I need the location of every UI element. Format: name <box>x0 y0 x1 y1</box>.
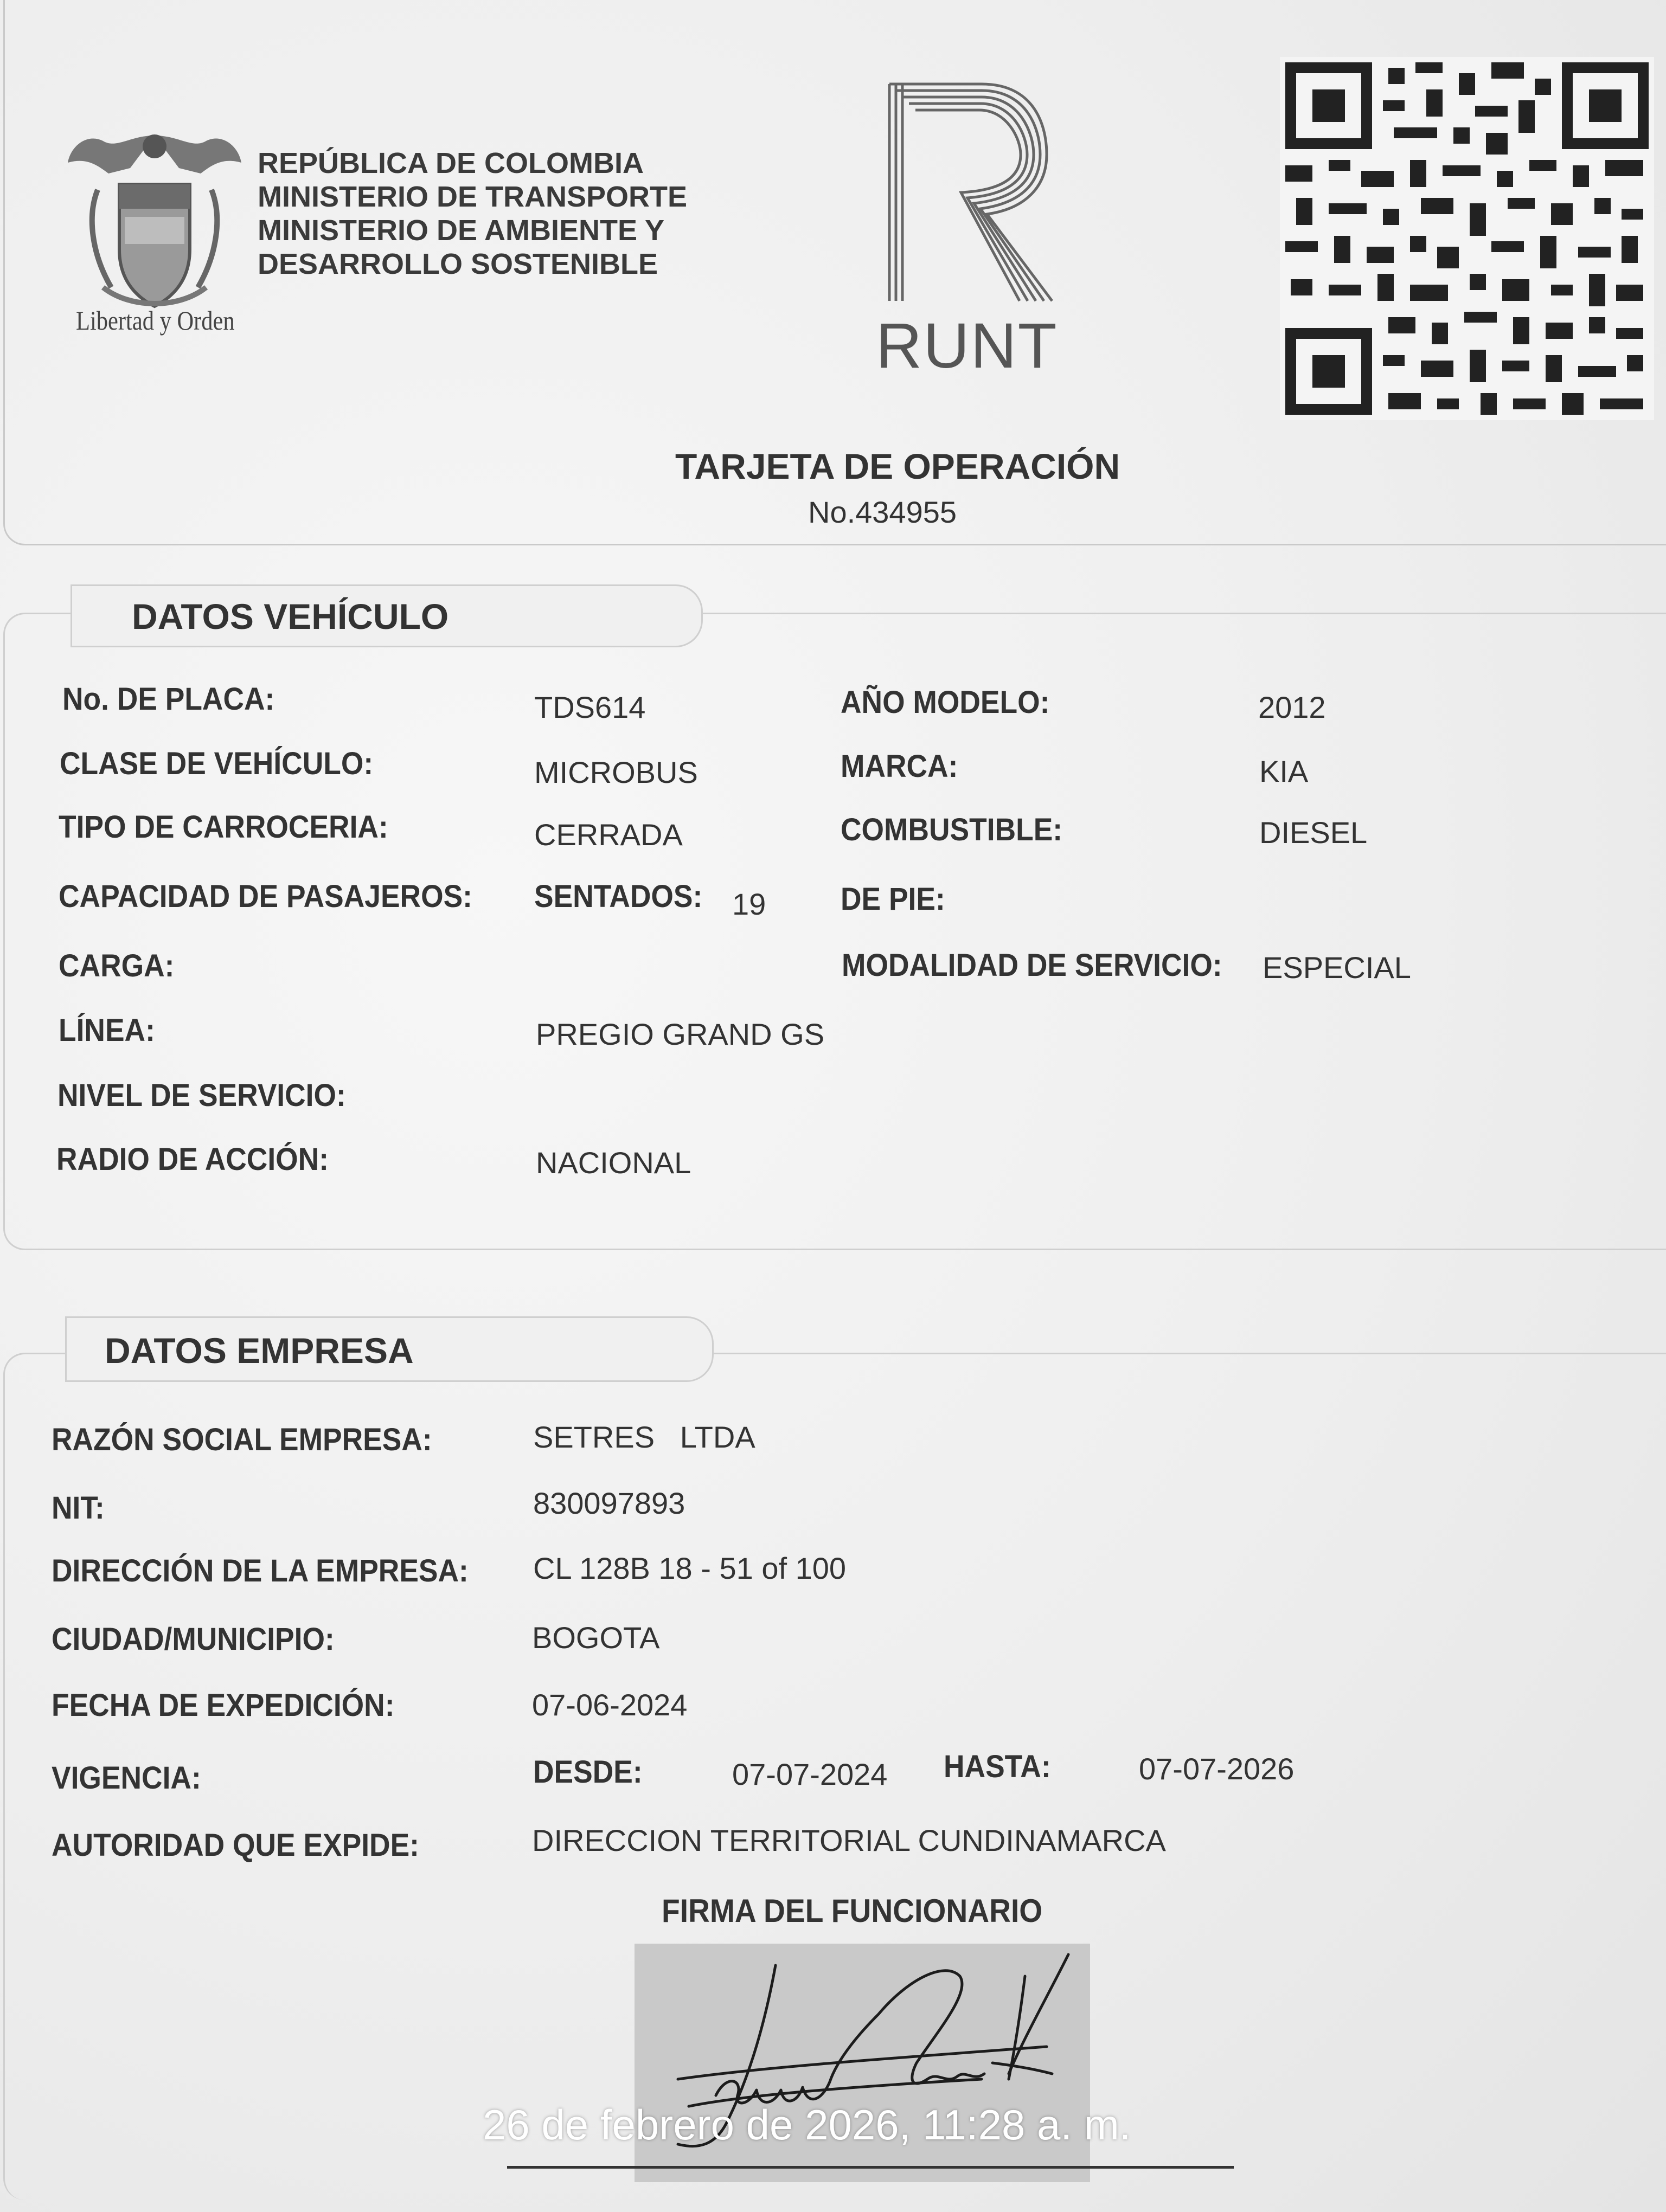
combustible-label: COMBUSTIBLE: <box>841 812 1063 847</box>
document-title: TARJETA DE OPERACIÓN <box>675 446 1120 486</box>
anio-modelo-value: 2012 <box>1258 690 1326 724</box>
desde-label: DESDE: <box>533 1754 643 1790</box>
desde-value: 07-07-2024 <box>732 1757 888 1791</box>
modalidad-servicio-label: MODALIDAD DE SERVICIO: <box>842 948 1222 983</box>
ciudad-label: CIUDAD/MUNICIPIO: <box>52 1622 335 1657</box>
runt-logo-text: RUNT <box>876 310 1058 382</box>
signature-label: FIRMA DEL FUNCIONARIO <box>662 1893 1043 1929</box>
linea-label: LÍNEA: <box>59 1013 155 1048</box>
colombia-coat-of-arms-icon <box>65 125 244 331</box>
anio-modelo-label: AÑO MODELO: <box>841 685 1050 720</box>
carga-label: CARGA: <box>59 948 175 983</box>
direccion-label: DIRECCIÓN DE LA EMPRESA: <box>52 1553 469 1589</box>
gov-line-2: MINISTERIO DE TRANSPORTE <box>258 181 688 213</box>
carroceria-value: CERRADA <box>534 818 683 852</box>
radio-accion-value: NACIONAL <box>536 1146 691 1180</box>
razon-social-label: RAZÓN SOCIAL EMPRESA: <box>52 1422 432 1457</box>
fecha-expedicion-label: FECHA DE EXPEDICIÓN: <box>52 1688 395 1723</box>
crest-motto: Libertad y Orden <box>76 305 235 336</box>
marca-label: MARCA: <box>841 749 958 784</box>
qr-code-icon <box>1280 57 1654 420</box>
vehicle-section-title: DATOS VEHÍCULO <box>132 596 449 636</box>
runt-r-logo-icon <box>884 79 1063 306</box>
ciudad-value: BOGOTA <box>532 1621 660 1655</box>
gov-line-4: DESARROLLO SOSTENIBLE <box>258 248 658 280</box>
direccion-value: CL 128B 18 - 51 of 100 <box>533 1551 847 1585</box>
combustible-value: DIESEL <box>1259 815 1368 850</box>
sentados-value: 19 <box>732 887 766 921</box>
carroceria-label: TIPO DE CARROCERIA: <box>59 809 388 845</box>
linea-value: PREGIO GRAND GS <box>536 1017 825 1051</box>
nivel-servicio-label: NIVEL DE SERVICIO: <box>57 1078 346 1113</box>
de-pie-label: DE PIE: <box>841 882 945 917</box>
clase-vehiculo-value: MICROBUS <box>534 755 698 789</box>
autoridad-expide-value: DIRECCION TERRITORIAL CUNDINAMARCA <box>532 1823 1166 1857</box>
photo-timestamp-overlay: 26 de febrero de 2026, 11:28 a. m. <box>483 2101 1131 2149</box>
hasta-value: 07-07-2026 <box>1139 1752 1295 1786</box>
company-section-title: DATOS EMPRESA <box>105 1330 414 1371</box>
hasta-label: HASTA: <box>944 1749 1051 1784</box>
autoridad-expide-label: AUTORIDAD QUE EXPIDE: <box>52 1828 419 1863</box>
signature-line <box>507 2166 1234 2169</box>
vehicle-section-tab <box>71 584 703 647</box>
gov-line-1: REPÚBLICA DE COLOMBIA <box>258 147 644 179</box>
government-issuer-lines <box>258 146 687 281</box>
company-section-tab <box>65 1316 714 1382</box>
placa-value: TDS614 <box>534 690 646 724</box>
radio-accion-label: RADIO DE ACCIÓN: <box>56 1142 329 1177</box>
nit-value: 830097893 <box>533 1486 685 1520</box>
vigencia-label: VIGENCIA: <box>52 1760 201 1796</box>
fecha-expedicion-value: 07-06-2024 <box>532 1688 688 1722</box>
document-number: No.434955 <box>808 495 957 529</box>
modalidad-servicio-value: ESPECIAL <box>1263 950 1411 985</box>
clase-vehiculo-label: CLASE DE VEHÍCULO: <box>60 746 374 781</box>
capacidad-pasajeros-label: CAPACIDAD DE PASAJEROS: <box>59 879 472 914</box>
placa-label: No. DE PLACA: <box>62 681 275 717</box>
nit-label: NIT: <box>52 1490 105 1526</box>
razon-social-value: SETRES LTDA <box>533 1420 755 1454</box>
gov-line-3: MINISTERIO DE AMBIENTE Y <box>258 214 665 247</box>
sentados-label: SENTADOS: <box>534 879 703 914</box>
marca-value: KIA <box>1259 754 1309 788</box>
